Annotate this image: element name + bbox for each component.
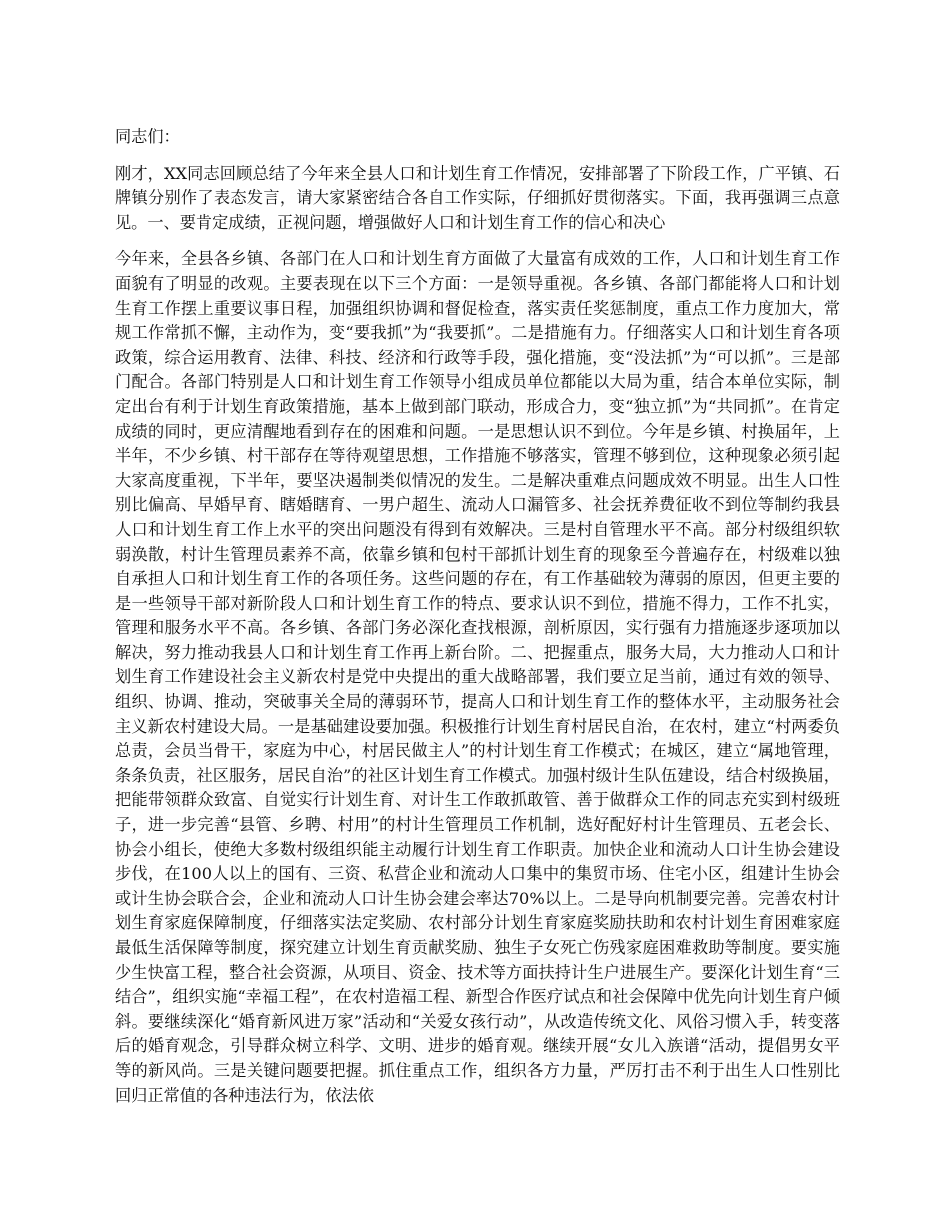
- paragraph-body: 今年来，全县各乡镇、各部门在人口和计划生育方面做了大量富有成效的工作，人口和计划生育工作面貌有了明显的改观。主要表现在以下三个方面：一是领导重视。各乡镇、各部门都能将人口和计划生育工作摆上重要议事日程，加强组织协调和督促检查，落实责任奖惩制度，重点工作力度加大，常规工作常抓不懈，主动作为，变“要我抓”为“我要抓”。二是措施有力。仔细落实人口和计划生育各项政策，综合运用教育、法律、科技、经济和行政等手段，强化措施，变“没法抓”为“可以抓”。三是部门配合。各部门特别是人口和计划生育工作领导小组成员单位都能以大局为重，结合本单位实际，制定出台有利于计划生育政策措施，基本上做到部门联动，形成合力，变“独立抓”为“共同抓”。在肯定成绩的同时，更应清醒地看到存在的困难和问题。一是思想认识不到位。今年是乡镇、村换届年，上半年，不少乡镇、村干部存在等待观望思想，工作措施不够落实，管理不够到位，这种现象必须引起大家高度重视，下半年，要坚决遏制类似情况的发生。二是解决重难点问题成效不明显。出生人口性别比偏高、早婚早育、瞎婚瞎育、一男户超生、流动人口漏管多、社会抚养费征收不到位等制约我县人口和计划生育工作上水平的突出问题没有得到有效解决。三是村自管理水平不高。部分村级组织软弱涣散，村计生管理员素养不高，依靠乡镇和包村干部抓计划生育的现象至今普遍存在，村级难以独自承担人口和计划生育工作的各项任务。这些问题的存在，有工作基础较为薄弱的原因，但更主要的是一些领导干部对新阶段人口和计划生育工作的特点、要求认识不到位，措施不得力，工作不扎实，管理和服务水平不高。各乡镇、各部门务必深化查找根源，剖析原因，实行强有力措施逐步逐项加以解决，努力推动我县人口和计划生育工作再上新台阶。二、把握重点，服务大局，大力推动人口和计划生育工作建设社会主义新农村是党中央提出的重大战略部署，我们要立足当前，通过有效的领导、组织、协调、推动，突破事关全局的薄弱环节，提高人口和计划生育工作的整体水平，主动服务社会主义新农村建设大局。一是基础建设要加强。积极推行计划生育村居民自治，在农村，建立“村两委负总责，会员当骨干，家庭为中心，村居民做主人”的村计划生育工作模式；在城区，建立“属地管理，条条负责，社区服务，居民自治”的社区计划生育工作模式。加强村级计生队伍建设，结合村级换届，把能带领群众致富、自觉实行计划生育、对计生工作敢抓敢管、善于做群众工作的同志充实到村级班子，进一步完善“县管、乡聘、村用”的村计生管理员工作机制，选好配好村计生管理员、五老会长、协会小组长，使绝大多数村级组织能主动履行计划生育工作职责。加快企业和流动人口计生协会建设步伐，在100人以上的国有、三资、私营企业和流动人口集中的集贸市场、住宅小区，组建计生协会或计生协会联合会，企业和流动人口计生协会建会率达70%以上。二是导向机制要完善。完善农村计划生育家庭保障制度，仔细落实法定奖励、农村部分计划生育家庭奖励扶助和农村计划生育困难家庭最低生活保障等制度，探究建立计划生育贡献奖励、独生子女死亡伤残家庭困难救助等制度。要实施少生快富工程，整合社会资源，从项目、资金、技术等方面扶持计生户进展生产。要深化计划生育“三结合”，组织实施“幸福工程”，在农村造福工程、新型合作医疗试点和社会保障中优先向计划生育户倾斜。要继续深化“婚育新风进万家”活动和“关爱女孩行动”，从改造传统文化、风俗习惯入手，转变落后的婚育观念，引导群众树立科学、文明、进步的婚育观。继续开展“女儿入族谱“活动，提倡男女平等的新风尚。三是关键问题要把握。抓住重点工作，组织各方力量，严厉打击不利于出生人口性别比回归正常值的各种违法行为，依法依: [115, 249, 840, 1105]
- salutation: 同志们：: [115, 127, 180, 146]
- document-page: [115, 125, 840, 1120]
- paragraph-intro: 刚才，XX同志回顾总结了今年来全县人口和计划生育工作情况，安排部署了下阶段工作，广平镇、石牌镇分别作了表态发言，请大家紧密结合各自工作实际，仔细抓好贯彻落实。下面，我再强调三点意见。一、要肯定成绩，正视问题，增强做好人口和计划生育工作的信心和决心: [115, 163, 840, 232]
